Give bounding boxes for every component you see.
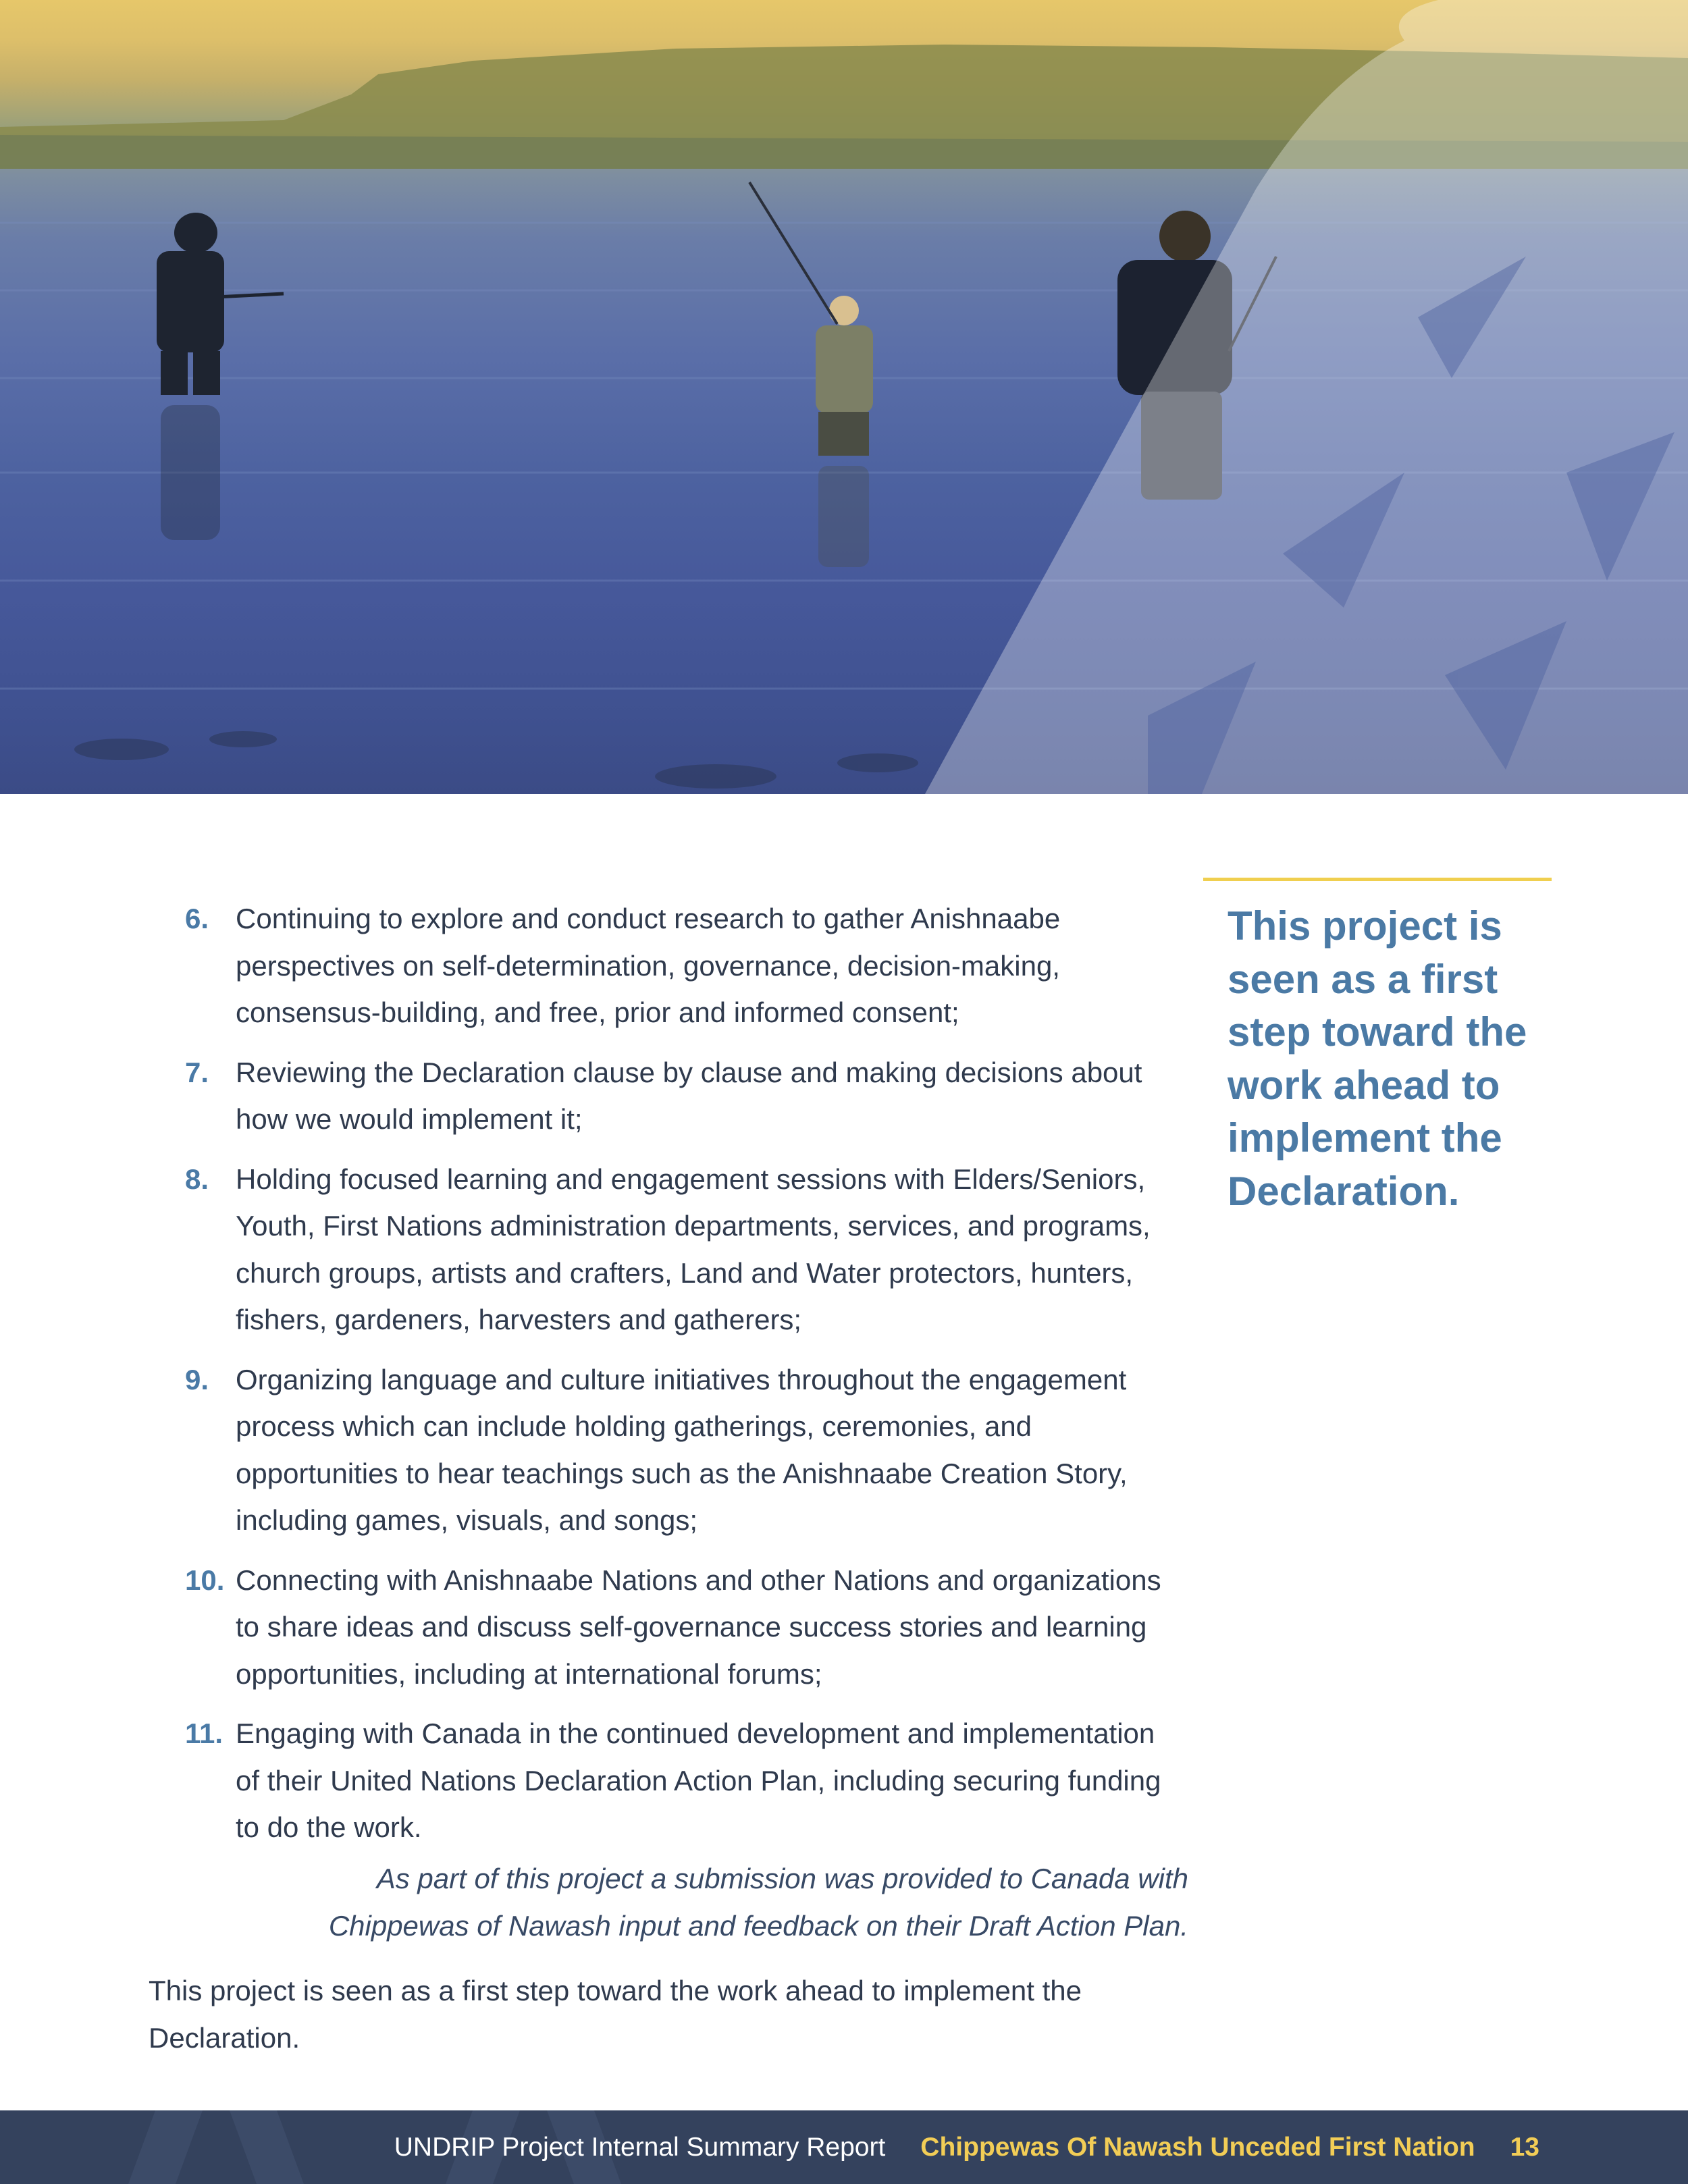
pull-quote: This project is seen as a first step toward the work ahead to implement the Declaration. bbox=[1228, 903, 1527, 1214]
footer-organization: Chippewas Of Nawash Unceded First Nation bbox=[920, 2132, 1475, 2162]
list-item-text: Connecting with Anishnaabe Nations and other Nations and organizations to share ideas and discuss self-governance success stories and learning opportunities, including at international forums; bbox=[236, 1564, 1161, 1690]
list-item-number: 10. bbox=[185, 1564, 225, 1596]
hero-photo bbox=[0, 0, 1688, 794]
list-item bbox=[185, 1156, 1184, 1343]
footer-text-row bbox=[394, 2110, 1539, 2184]
fisher-figure-left bbox=[157, 213, 284, 395]
list-item bbox=[185, 1049, 1184, 1143]
list-item-number: 6. bbox=[185, 903, 209, 934]
pull-quote-divider bbox=[1203, 878, 1552, 881]
list-item bbox=[185, 1710, 1184, 1851]
list-item bbox=[185, 1356, 1184, 1544]
list-item-number: 11. bbox=[185, 1717, 223, 1749]
closing-paragraph: This project is seen as a first step toward the work ahead to implement the Declaration. bbox=[149, 1975, 1082, 2054]
list-item-number: 7. bbox=[185, 1056, 209, 1088]
fishing-photo-illustration bbox=[0, 0, 1688, 794]
list-item bbox=[185, 895, 1184, 1036]
list-item-number: 8. bbox=[185, 1163, 209, 1195]
engagement-activities-list bbox=[185, 895, 1184, 1864]
footer-report-title: UNDRIP Project Internal Summary Report bbox=[394, 2132, 886, 2162]
list-item-number: 9. bbox=[185, 1363, 209, 1395]
list-item-text: Organizing language and culture initiatives throughout the engagement process which can include holding gatherings, ceremonies, and opportunities to hear teachings such as the Anishnaabe Creation Story, including games, visuals, and songs; bbox=[236, 1363, 1128, 1536]
page-footer bbox=[0, 2110, 1688, 2184]
list-item-text: Engaging with Canada in the continued development and implementation of their United Nations Declaration Action Plan, including securing funding to do the work. bbox=[236, 1717, 1161, 1843]
list-item-text: Continuing to explore and conduct research to gather Anishnaabe perspectives on self-determination, governance, decision-making, consensus-building, and free, prior and informed consent; bbox=[236, 903, 1061, 1028]
list-item-text: Reviewing the Declaration clause by clause and making decisions about how we would implement it; bbox=[236, 1056, 1142, 1135]
page-number: 13 bbox=[1510, 2132, 1539, 2162]
list-item bbox=[185, 1557, 1184, 1698]
submission-note: As part of this project a submission was provided to Canada with Chippewas of Nawash input and feedback on their Draft Action Plan. bbox=[328, 1863, 1188, 1942]
list-item-text: Holding focused learning and engagement sessions with Elders/Seniors, Youth, First Nations administration departments, services, and programs, church groups, artists and crafters, Land and Water protectors, hunters, fishers, gardeners, harvesters and gatherers; bbox=[236, 1163, 1151, 1335]
